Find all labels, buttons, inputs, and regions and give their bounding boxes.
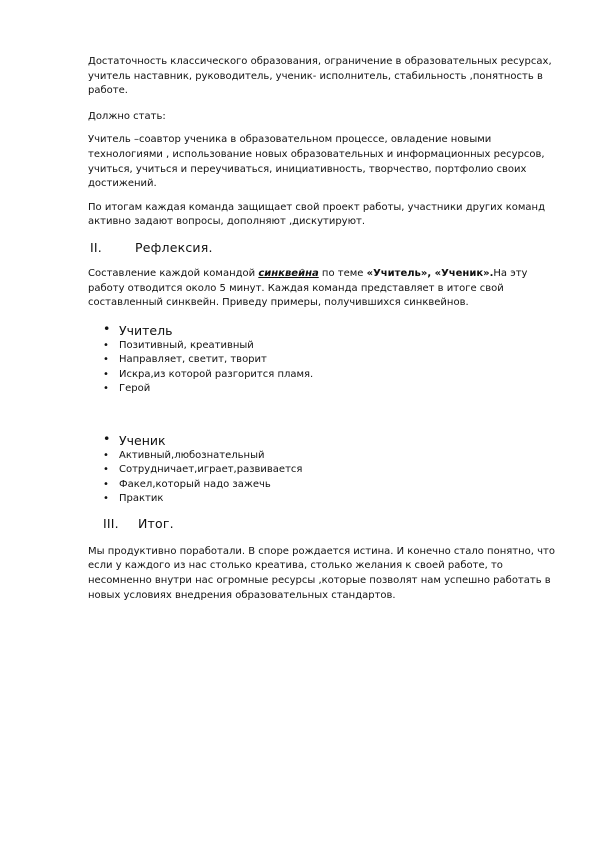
text-run: На эту работу отводится около 5 минут. Каждая команда представляет в итоге свой составленный синквейн. Приведу примеры, получившихся синквейнов. [88, 267, 528, 309]
list-item: • Искра,из которой разгорится пламя. [88, 368, 558, 383]
emphasis-sinkwein: синквейна [258, 267, 319, 279]
list-item: • Активный,любознательный [88, 449, 558, 464]
list-item: • Герой [88, 382, 558, 397]
text-run: Составление каждой командой [88, 267, 259, 279]
text-run: по теме [318, 267, 367, 279]
list-item: • Направляет, светит, творит [88, 353, 558, 368]
sinkwein-student-list [88, 430, 558, 507]
spacer [88, 397, 558, 430]
paragraph-should-become: Должно стать: [88, 110, 166, 122]
list-heading-student: • Ученик [88, 430, 558, 449]
section-number: III. [103, 515, 119, 531]
document-body [88, 55, 558, 612]
section-number: II. [90, 239, 102, 255]
list-item: • Позитивный, креативный [88, 339, 558, 354]
section-heading-reflection [88, 239, 558, 257]
section-title: Рефлексия. [135, 239, 213, 255]
paragraph-conclusion: Мы продуктивно поработали. В споре рождается истина. И конечно стало понятно, что если у каждого из нас столько креатива, столько желания к своей работе, то несомненно внутри нас огромные ресурсы ,которые позволят нам успешно работать в новых условиях внедрения образовательных стандартов. [88, 545, 555, 601]
list-item: • Практик [88, 492, 558, 507]
sinkwein-teacher-list [88, 320, 558, 397]
section-title: Итог. [138, 515, 174, 531]
paragraph-teacher-coauthor: Учитель –соавтор ученика в образовательном процессе, овладение новыми технологиями , использование новых образовательных и информационных ресурсов, учиться, учиться и переучиваться, инициативность, творчество, портфолио своих достижений. [88, 134, 545, 190]
list-item: • Факел,который надо зажечь [88, 478, 558, 493]
list-heading-teacher: • Учитель [88, 320, 558, 339]
paragraph-sinkwein-task [88, 267, 558, 311]
section-heading-result [88, 515, 558, 533]
list-item: • Сотрудничает,играет,развивается [88, 463, 558, 478]
paragraph-current-state: Достаточность классического образования, ограничение в образовательных ресурсах, учитель наставник, руководитель, ученик- исполнитель, стабильность ,понятность в работе. [88, 56, 552, 97]
emphasis-topics: «Учитель», «Ученик». [366, 267, 494, 279]
paragraph-team-defense: По итогам каждая команда защищает свой проект работы, участники других команд активно задают вопросы, дополняют ,дискутируют. [88, 201, 546, 228]
